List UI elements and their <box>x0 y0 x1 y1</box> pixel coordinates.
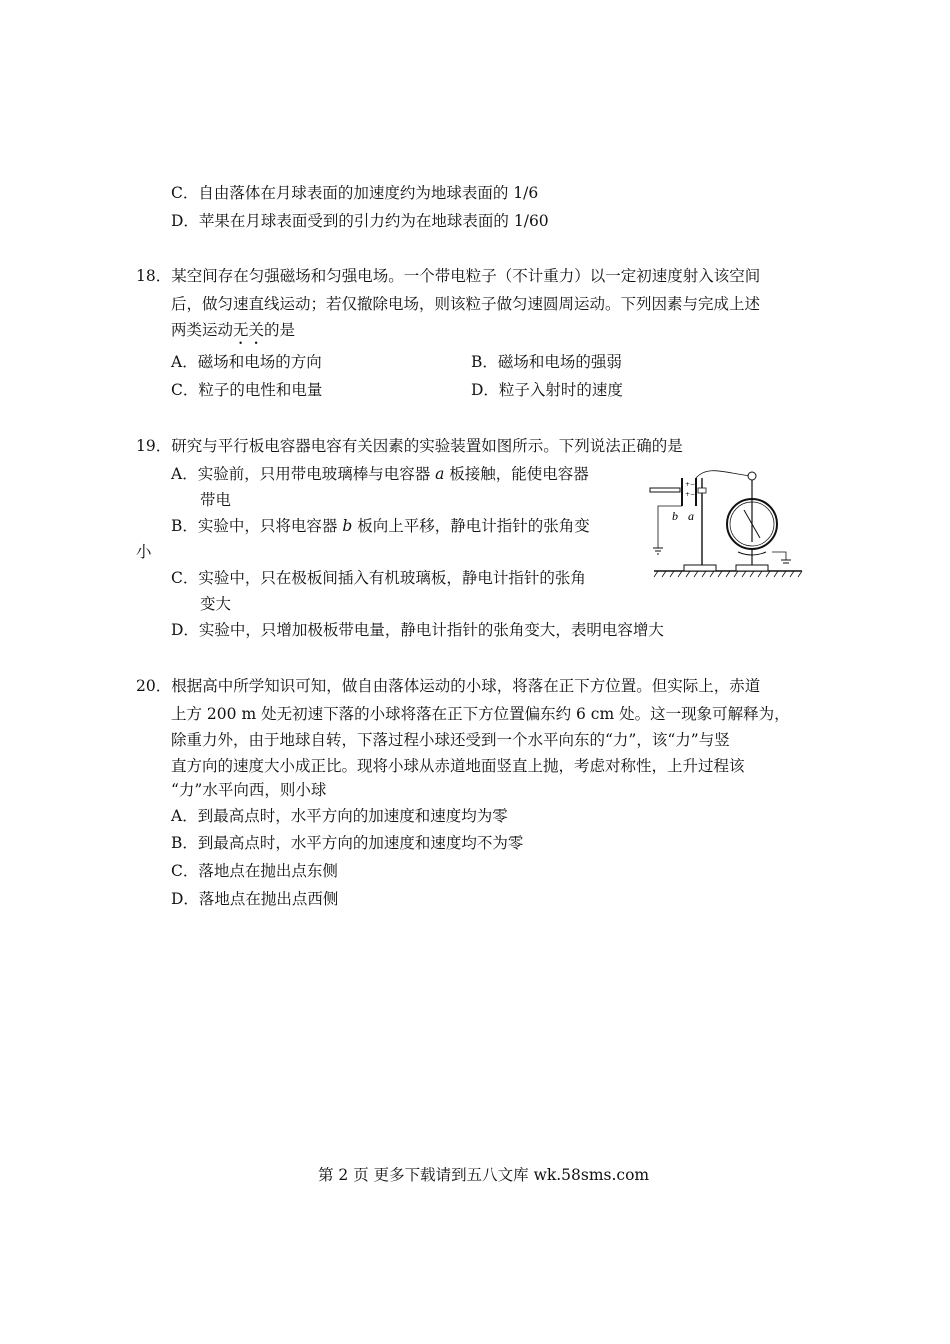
q18-option-a: A．磁场和电场的方向 <box>171 353 322 371</box>
q19-option-c-line2: 变大 <box>200 595 232 613</box>
svg-text:+: + <box>685 481 691 488</box>
q18-emphasis-text: 无关 <box>233 321 265 339</box>
svg-text:−: − <box>690 481 696 488</box>
q20-stem-line2: 上方 200 m 处无初速下落的小球将落在正下方位置偏东约 6 cm 处。这一现象可解释为， <box>171 705 790 723</box>
q20-option-d: D．落地点在抛出点西侧 <box>171 890 339 908</box>
q20-option-b: B．到最高点时，水平方向的加速度和速度均不为零 <box>171 834 524 852</box>
q19-option-a-line2: 带电 <box>200 491 232 509</box>
q19-option-b-line2: 小 <box>136 543 152 561</box>
q18-option-b: B．磁场和电场的强弱 <box>471 353 622 371</box>
plate-a-label: a <box>688 509 694 523</box>
q20-stem-line5: “力”水平向西，则小球 <box>171 781 327 799</box>
plate-b-label: b <box>672 509 678 523</box>
q20-option-a: A．到最高点时，水平方向的加速度和速度均为零 <box>171 807 508 825</box>
q18-stem-line2: 后，做匀速直线运动；若仅撤除电场，则该粒子做匀速圆周运动。下列因素与完成上述 <box>171 295 761 313</box>
q18-stem-line3 <box>171 320 295 348</box>
q19-option-a-line1 <box>171 464 589 484</box>
svg-text:+: + <box>685 491 691 498</box>
q19-option-b-line1 <box>171 516 590 536</box>
q19-a-post: 板接触，能使电容器 <box>444 465 589 483</box>
q18-stem-line3-post: 的是 <box>264 321 296 339</box>
q19-b-var: b <box>342 517 353 535</box>
q18-option-d: D．粒子入射时的速度 <box>471 381 623 399</box>
q20-option-c: C．落地点在抛出点东侧 <box>171 862 338 880</box>
q19-option-c-line1: C．实验中，只在极板间插入有机玻璃板，静电计指针的张角 <box>171 569 586 587</box>
q18-option-c: C．粒子的电性和电量 <box>171 381 323 399</box>
q18-stem-line3-pre: 两类运动 <box>171 321 234 339</box>
q18-stem-line1: 18．某空间存在匀强磁场和匀强电场。一个带电粒子（不计重力）以一定初速度射入该空间 <box>136 267 761 285</box>
q19-a-var: a <box>435 465 445 483</box>
q20-stem-line1: 20．根据高中所学知识可知，做自由落体运动的小球，将落在正下方位置。但实际上，赤道 <box>136 677 761 695</box>
page-footer: 第 2 页 更多下载请到五八文库 wk.58sms.com <box>318 1166 650 1184</box>
q19-option-d: D．实验中，只增加极板带电量，静电计指针的张角变大，表明电容增大 <box>171 621 664 639</box>
q19-b-post: 板向上平移，静电计指针的张角变 <box>352 517 590 535</box>
q19-b-pre: B．实验中，只将电容器 <box>171 517 343 535</box>
capacitor-electrometer-figure <box>648 466 808 582</box>
q17-option-c: C．自由落体在月球表面的加速度约为地球表面的 1/6 <box>171 184 539 202</box>
q17-option-d: D．苹果在月球表面受到的引力约为在地球表面的 1/60 <box>171 212 549 230</box>
q20-stem-line4: 直方向的速度大小成正比。现将小球从赤道地面竖直上抛，考虑对称性，上升过程该 <box>171 757 745 775</box>
q20-stem-line3: 除重力外，由于地球自转，下落过程小球还受到一个水平向东的“力”，该“力”与竖 <box>171 731 730 749</box>
svg-text:−: − <box>690 491 696 498</box>
q19-a-pre: A．实验前，只用带电玻璃棒与电容器 <box>171 465 436 483</box>
q19-stem: 19．研究与平行板电容器电容有关因素的实验装置如图所示。下列说法正确的是 <box>136 437 683 455</box>
